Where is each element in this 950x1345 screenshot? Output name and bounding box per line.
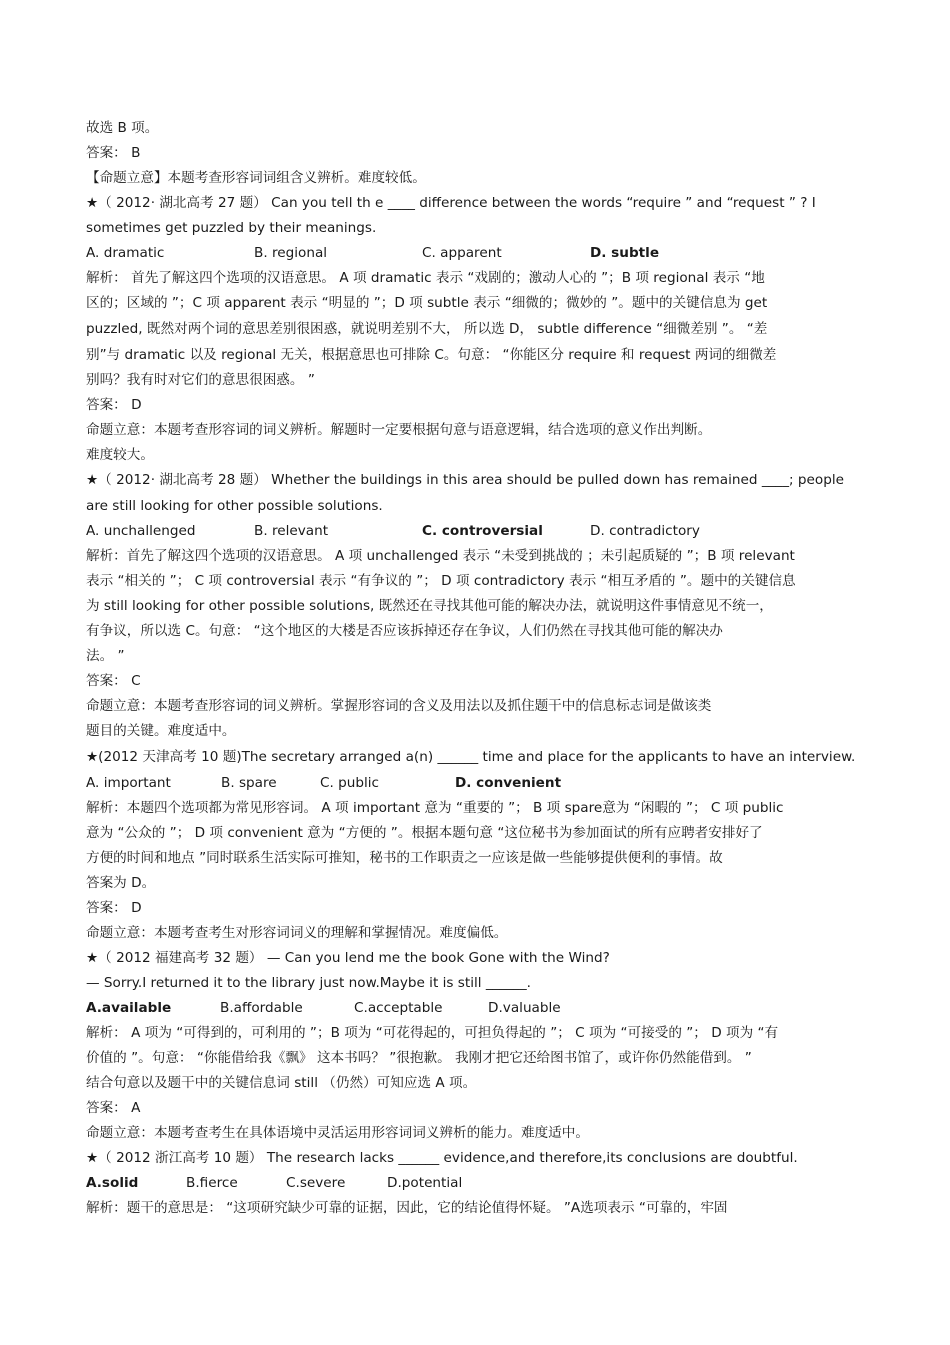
option-d: D. subtle [590,245,660,261]
explanation-line: 解析：题干的意思是： “这项研究缺少可靠的证据，因此，它的结论值得怀疑。 ”A选项表示 “可靠的，牢固 [86,1199,728,1216]
question-stem: ★（ 2012 福建高考 32 题） — Can you lend me the book Gone with the Wind? [86,949,610,966]
text-line: 题目的关键。难度适中。 [86,723,236,739]
explanation-line: 解析：本题四个选项都为常见形容词。 A 项 important 意为 “重要的 ”； B 项 spare意为 “闲暇的 ”； C 项 public [86,799,784,816]
explanation-line: 区的；区域的 ”；C 项 apparent 表示 “明显的 ”；D 项 subtle 表示 “细微的；微妙的 ”。题中的关键信息为 get [86,295,768,311]
option-b: B.fierce [186,1174,238,1191]
answer-line: 答案： B [86,145,141,161]
option-d: D.valuable [488,999,561,1016]
answer-line: 答案： D [86,899,142,916]
question-stem: are still looking for other possible solutions. [86,497,383,514]
explanation-line: 方便的时间和地点 ”同时联系生活实际可推知，秘书的工作职责之一应该是做一些能够提供便利的事情。故 [86,849,723,866]
question-stem: ★（ 2012 浙江高考 10 题） The research lacks ______ evidence,and therefore,its conclusions are doubtful. [86,1149,798,1166]
option-a: A. important [86,774,171,791]
explanation-line: 表示 “相关的 ”； C 项 controversial 表示 “有争议的 ”； D 项 contradictory 表示 “相互矛盾的 ”。题中的关键信息 [86,573,796,589]
text-line: 命题立意：本题考查考生对形容词词义的理解和掌握情况。难度偏低。 [86,924,508,941]
explanation-line: 意为 “公众的 ”； D 项 convenient 意为 “方便的 ”。根据本题句意 “这位秘书为参加面试的所有应聘者安排好了 [86,824,763,841]
document-page [86,116,876,1221]
option-a: A.solid [86,1174,139,1191]
text-line: 命题立意：本题考查形容词的词义辨析。掌握形容词的含义及用法以及抓住题干中的信息标志词是做该类 [86,698,712,714]
explanation-line: 解析：首先了解这四个选项的汉语意思。 A 项 unchallenged 表示 “未受到挑战的 ；未引起质疑的 ”；B 项 relevant [86,548,795,564]
option-c: C.severe [286,1174,346,1191]
options-row [86,519,876,544]
explanation-line: 有争议，所以选 C。句意： “这个地区的大楼是否应该拆掉还存在争议，人们仍然在寻找其他可能的解决办 [86,623,723,639]
options-row [86,241,876,266]
explanation-line: 别”与 dramatic 以及 regional 无关，根据意思也可排除 C。句意： “你能区分 require 和 request 两词的细微差 [86,346,777,363]
explanation-line: 别吗？我有时对它们的意思很困惑。 ” [86,371,315,388]
explanation-line: 解析： A 项为 “可得到的，可利用的 ”；B 项为 “可花得起的，可担负得起的 ”； C 项为 “可接受的 ”； D 项为 “有 [86,1024,779,1041]
options-row [86,771,876,796]
answer-line: 答案： C [86,673,141,689]
explanation-line: 答案为 D。 [86,874,156,891]
option-a: A.available [86,999,172,1016]
option-c: C. public [320,774,380,791]
option-b: B.affordable [220,999,303,1016]
option-d: D. convenient [455,774,562,791]
text-line: 命题立意：本题考查形容词的词义辨析。解题时一定要根据句意与语意逻辑，结合选项的意义作出判断。 [86,421,712,438]
explanation-line: 价值的 ”。句意： “你能借给我《飘》 这本书吗？ ”很抱歉。 我刚才把它还给图书馆了，或许你仍然能借到。 ” [86,1049,752,1066]
option-c: C. controversial [422,523,543,539]
option-b: B. regional [254,245,328,261]
text-line: 故选 B 项。 [86,120,159,136]
explanation-line: puzzled, 既然对两个词的意思差别很困惑，就说明差别不大， 所以选 D， subtle difference “细微差别 ”。 “差 [86,321,768,337]
option-c: C. apparent [422,245,502,261]
option-d: D.potential [387,1174,463,1191]
answer-line: 答案： D [86,396,142,413]
option-d: D. contradictory [590,523,700,539]
option-a: A. dramatic [86,245,165,261]
question-stem: ★（ 2012· 湖北高考 27 题） Can you tell th e ____ difference between the words “require ” and “request ” ? I [86,195,816,211]
options-row [86,1171,876,1196]
option-b: B. relevant [254,523,329,539]
text-line: 命题立意：本题考查考生在具体语境中灵活运用形容词词义辨析的能力。难度适中。 [86,1124,589,1141]
text-line: 难度较大。 [86,446,154,463]
question-stem: ★（ 2012· 湖北高考 28 题） Whether the buildings in this area should be pulled down has remained ____; people [86,471,844,488]
question-stem: ★(2012 天津高考 10 题)The secretary arranged a(n) ______ time and place for the applicants to have an interview. [86,749,856,765]
question-stem: — Sorry.I returned it to the library just now.Maybe it is still ______. [86,974,531,991]
answer-line: 答案： A [86,1099,141,1116]
text-line: 【命题立意】本题考查形容词词组含义辨析。难度较低。 [86,170,426,186]
option-a: A. unchallenged [86,523,196,539]
option-c: C.acceptable [354,999,443,1016]
explanation-line: 法。 ” [86,648,125,664]
explanation-line: 为 still looking for other possible solutions, 既然还在寻找其他可能的解决办法，就说明这件事情意见不统一， [86,598,773,614]
question-stem: sometimes get puzzled by their meanings. [86,220,377,236]
explanation-line: 结合句意以及题干中的关键信息词 still （仍然）可知应选 A 项。 [86,1074,477,1091]
option-b: B. spare [221,774,277,791]
options-row [86,996,876,1021]
explanation-line: 解析： 首先了解这四个选项的汉语意思。 A 项 dramatic 表示 “戏剧的；激动人心的 ”；B 项 regional 表示 “地 [86,270,765,286]
